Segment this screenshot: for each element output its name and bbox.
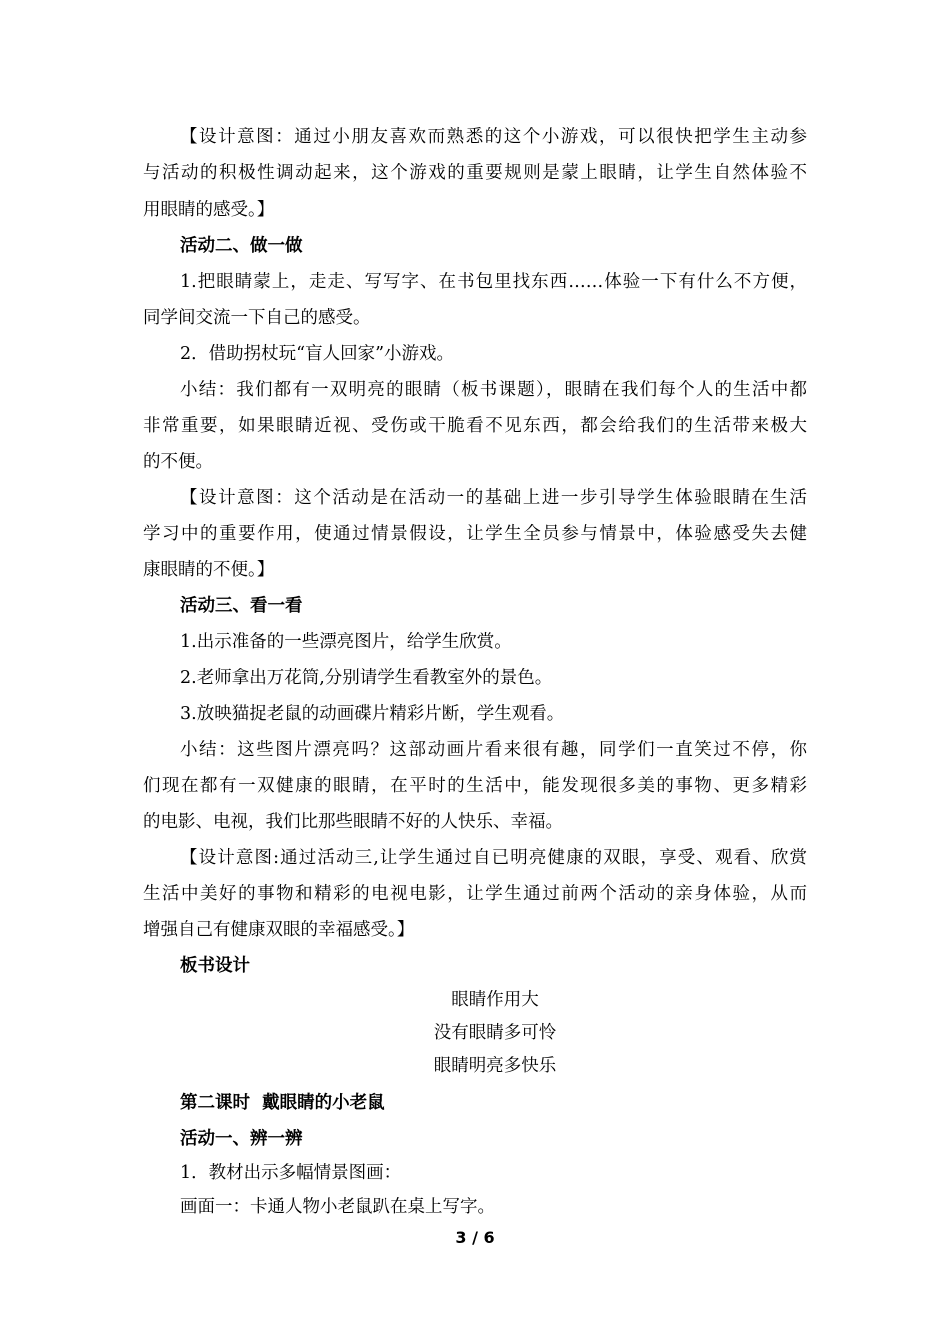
design-intent-2-line-1: 【设计意图：这个活动是在活动一的基础上进一步引导学生体验眼睛在生活 (180, 488, 807, 508)
activity-three-heading: 活动三、看一看 (180, 596, 303, 616)
activity-three-step-3: 3.放映猫捉老鼠的动画碟片精彩片断，学生观看。 (180, 704, 565, 724)
lesson-two-activity-one-heading: 活动一、辨一辨 (180, 1129, 303, 1149)
board-design-line-2: 没有眼睛多可怜 (433, 1023, 557, 1043)
board-design-line-1: 眼睛作用大 (451, 990, 539, 1010)
design-intent-1-line-2: 与活动的积极性调动起来，这个游戏的重要规则是蒙上眼睛，让学生自然体验不 (143, 163, 807, 183)
design-intent-1-line-3: 用眼睛的感受。】 (143, 200, 275, 220)
board-design-heading: 板书设计 (180, 956, 250, 976)
summary-2-line-2: 们现在都有一双健康的眼睛，在平时的生活中，能发现很多美的事物、更多精彩 (143, 776, 807, 796)
design-intent-2-line-3: 康眼睛的不便。】 (143, 560, 275, 580)
summary-2-line-1: 小结：这些图片漂亮吗？这部动画片看来很有趣，同学们一直笑过不停，你 (180, 740, 807, 760)
design-intent-2-line-2: 学习中的重要作用，使通过情景假设，让学生全员参与情景中，体验感受失去健 (143, 524, 807, 544)
summary-1-line-2: 非常重要，如果眼睛近视、受伤或干脆看不见东西，都会给我们的生活带来极大 (143, 416, 807, 436)
design-intent-1-line-1: 【设计意图：通过小朋友喜欢而熟悉的这个小游戏，可以很快把学生主动参 (180, 127, 807, 147)
summary-1-line-3: 的不便。 (143, 452, 213, 472)
design-intent-3-line-1: 【设计意图:通过活动三,让学生通过自已明亮健康的双眼，享受、观看、欣赏 (180, 848, 807, 868)
board-design-line-3: 眼睛明亮多快乐 (433, 1056, 557, 1076)
summary-2-line-3: 的电影、电视，我们比那些眼睛不好的人快乐、幸福。 (143, 812, 563, 832)
activity-two-step-1-line-1: 1.把眼睛蒙上，走走、写写字、在书包里找东西……体验一下有什么不方便， (180, 272, 807, 292)
activity-two-step-2: 2．借助拐杖玩“盲人回家”小游戏。 (180, 344, 455, 364)
activity-two-step-1-line-2: 同学间交流一下自己的感受。 (143, 308, 371, 328)
page-number: 3 / 6 (455, 1228, 495, 1247)
activity-three-step-2: 2.老师拿出万花筒,分别请学生看教室外的景色。 (180, 668, 553, 688)
activity-two-heading: 活动二、做一做 (180, 236, 303, 256)
design-intent-3-line-3: 增强自己有健康双眼的幸福感受。】 (143, 920, 415, 940)
lesson-two-title: 第二课时 戴眼睛的小老鼠 (180, 1093, 385, 1113)
design-intent-3-line-2: 生活中美好的事物和精彩的电视电影，让学生通过前两个活动的亲身体验，从而 (143, 884, 807, 904)
activity-three-step-1: 1.出示准备的一些漂亮图片，给学生欣赏。 (180, 632, 512, 652)
summary-1-line-1: 小结：我们都有一双明亮的眼睛（板书课题），眼睛在我们每个人的生活中都 (180, 380, 807, 400)
lesson-two-scene-one: 画面一：卡通人物小老鼠趴在桌上写字。 (180, 1197, 495, 1217)
lesson-two-step-1: 1．教材出示多幅情景图画： (180, 1163, 402, 1183)
